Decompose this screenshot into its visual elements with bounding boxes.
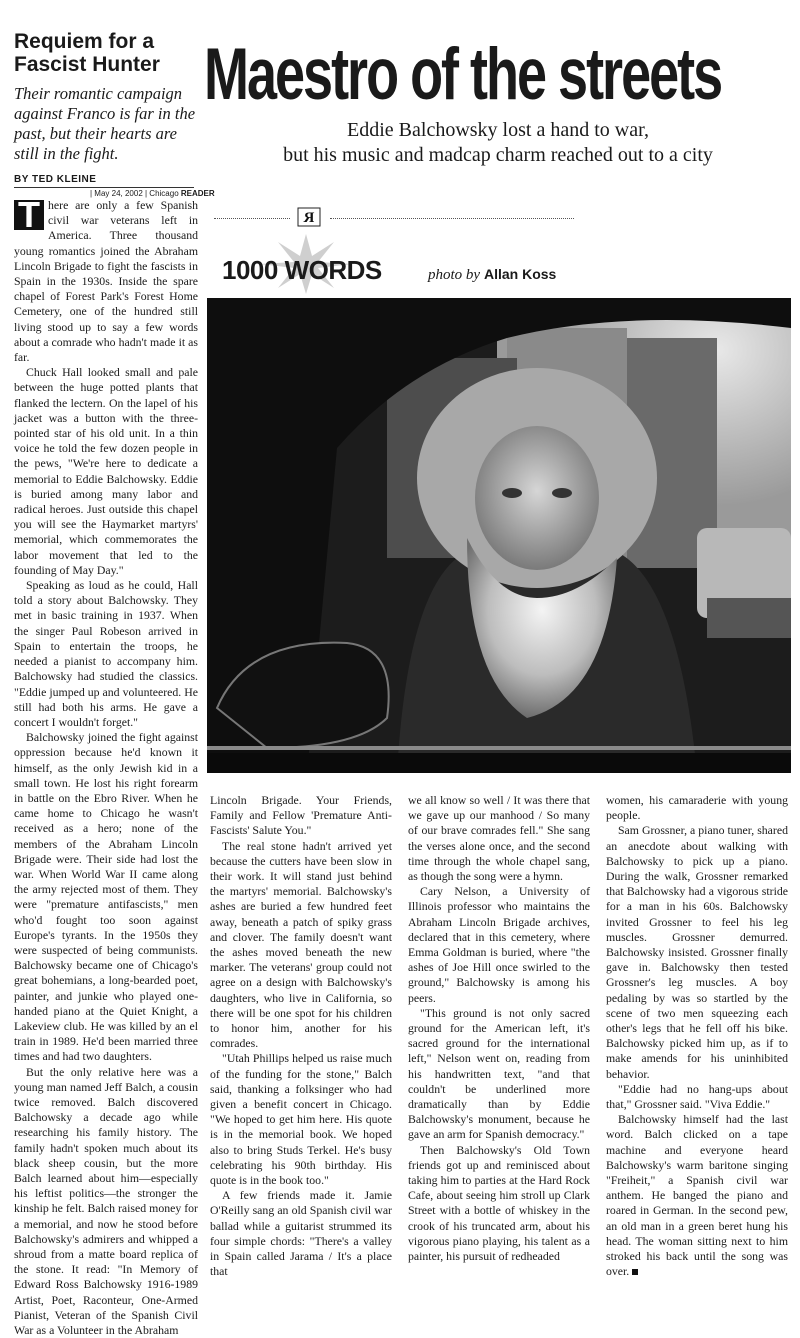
feature-headline: Maestro of the streets (204, 34, 722, 115)
paragraph: Balchowsky joined the fight against oppression because he'd known it himself, as the only Jewish kid in a small town. He lost his right forearm in battle on the Ebro River. When he came home to Chicago he wasn't received as a hero; none of the members of the Abraham Lincoln Brigade were. Their side had lost the war. When World War II came along the army rejected most of them. They were "premature antifascists," men who'd fought too soon against Europe's tyrants. In the 1950s they were suspected of being communists. Balchowsky became one of Chicago's great bohemians, a long-bearded poet, painter, and junkie who played one-handed piano at the Quiet Knight, a Lakeview club. He was killed by an el train in 1989. He'd been married three times and had two daughters. (14, 730, 198, 1064)
reader-logo (296, 207, 322, 227)
paragraph: The real stone hadn't arrived yet because the cutters have been slow in their work. It will stand just behind the martyrs' memorial. Balchowsky's ashes are buried a few hundred feet away, beneath a patch of spiky grass and clover. The family doesn't want the ashes moved beneath the new marker. The veterans' group could not agree on a design with Balchowsky's daughters, who live in California, so there will be one spot for his children to honor him, another for his comrades. (210, 838, 392, 1051)
feature-deck-line-1: Eddie Balchowsky lost a hand to war, (347, 119, 649, 141)
divider-left (214, 218, 290, 219)
feature-deck-line-2: but his music and madcap charm reached out to a city (283, 144, 713, 166)
paragraph: Cary Nelson, a University of Illinois professor who maintains the Abraham Lincoln Brigade archives, declared that in this cemetery, where Emma Goldman is buried, where "the ashes of Joe Hill once swirled to the ground," Balchowsky is among his peers. (408, 884, 590, 1005)
paragraph (606, 1112, 788, 1279)
divider-right (330, 218, 574, 219)
paragraph: A few friends made it. Jamie O'Reilly sang an old Spanish civil war ballad while a guitarist strummed its four simple chords: "There's a valley in Spain called Jarama / It's a place that (210, 1188, 392, 1279)
paragraph: "Eddie had no hang-ups about that," Grossner said. "Viva Eddie." (606, 1081, 788, 1112)
photo-by-label: photo by (428, 267, 481, 283)
section-title: 1000 WORDS (222, 255, 382, 285)
portrait-photo (207, 298, 791, 773)
paragraph: Speaking as loud as he could, Hall told a story about Balchowsky. They met in basic training in 1937. When the singer Paul Robeson arrived in Spain to entertain the troops, he needed a pianist to accompany him. Balchowsky had studied the classics. "Eddie jumped up and volunteered. He still had both his arms. He gave a concert I wouldn't forget." (14, 578, 198, 729)
paragraph: women, his camaraderie with young people. (606, 793, 788, 823)
drop-cap: T (14, 200, 44, 230)
svg-text:R: R (303, 210, 315, 226)
article-column-3 (408, 793, 590, 1264)
paragraph: Chuck Hall looked small and pale between the huge potted plants that flanked the lectern. On the lapel of his jacket was a button with the three-pointed star of his old unit. In a thin voice he told the few dozen people in the pews, "We're here to dedicate a memorial to Eddie Balchowsky. Eddie is buried among many labor and radical heroes. Just outside this chapel you will see the Haymarket martyrs' memorial, which commemorates the labor movement that led to the founding of May Day." (14, 365, 198, 577)
article-column-4 (606, 793, 788, 1280)
article-column-2 (210, 793, 392, 1280)
photo-credit (428, 266, 556, 284)
sidebar-headline: Requiem for a Fascist Hunter (14, 30, 160, 76)
feature-deck (218, 118, 778, 168)
paragraph: we all know so well / It was there that we gave up our manhood / So many of our brave comrades fell." She sang the verses alone once, and the second time through the whole chapel sang, as though the song were a hymn. (408, 793, 590, 884)
paragraph: "This ground is not only sacred ground for the American left, it's sacred ground for the international left," Nelson went on, reading from his handwritten text, "and that couldn't be underlined more dramatically than by Eddie Balchowsky's monument, because he gave an arm for Spanish democracy." (408, 1005, 590, 1142)
paragraph: But the only relative here was a young man named Jeff Balch, a cousin twice removed. Balch discovered Balchowsky a decade ago while researching his family history. The family hadn't spoken much about its black sheep cousin, but the more Balch learned about him—especially his leftist politics—the stronger the kinship he felt. Balch raised money for a memorial, and now he stood before Balchowsky's admirers and whipped a shroud from a matte board replica of the stone. It read: "In Memory of Edward Ross Balchowsky 1916-1989 Artist, Poet, Raconteur, One-Armed Pianist, Veteran of the Spanish Civil War as a Volunteer in the Abraham (14, 1064, 198, 1338)
sidebar-deck: Their romantic campaign against Franco is far in the past, but their hearts are still in the fight. (14, 84, 196, 163)
reader-r-icon (296, 207, 322, 227)
byline: BY TED KLEINE (14, 174, 97, 185)
paragraph-text: Balchowsky himself had the last word. Balch clicked on a tape machine and everyone heard Balchowsky's warm baritone singing "Freiheit," a Spanish civil war anthem. He banged the piano and roared in German. In the second pew, an old man in a green beret hung his head. The woman sitting next to him stroked his back until the song was over. (606, 1112, 788, 1279)
dateline (90, 189, 215, 198)
paragraph: Lincoln Brigade. Your Friends, Family and Fellow 'Premature Anti-Fascists' Salute You." (210, 793, 392, 838)
paragraph: "Utah Phillips helped us raise much of the funding for the stone," Balch said, thanking a folksinger who had given a benefit concert in Chicago. "We hoped to get him here. His quote is in the memorial book. We hoped also to bring Studs Terkel. He's busy celebrating his 90th birthday. His quote is in the book too." (210, 1051, 392, 1188)
article-column-1 (14, 194, 198, 1338)
paragraph-text: here are only a few Spanish civil war veterans left in America. Three thousand young romantics joined the Abraham Lincoln Brigade to fight the fascists in Spain in the 1930s. Inside the spare chapel of Forest Park's Forest Home Cemetery, one of the hundred still living stood up to say a few words about a comrade who hadn't made it as far. (14, 198, 198, 365)
end-mark-icon (632, 1269, 638, 1275)
byline-rule (14, 187, 194, 188)
feature-photo (207, 298, 791, 773)
paragraph: Sam Grossner, a piano tuner, shared an anecdote about walking with Balchowsky to pick up a piano. During the walk, Grossner remarked that Balchowsky had a vigorous stride for a man in his 60s. Balchowsky invited Grossner to feel his leg muscles. Grossner demurred. Balchowsky insisted. Grossner finally gave in. Balchowsky then tested Grossner's leg muscles. A boy pedaling by was so startled by the scene of two men squeezing each other's legs that he fell off his bike. Balchowsky picked him up, as if to make amends for his uninhibited behavior. (606, 823, 788, 1081)
paragraph (14, 194, 198, 365)
publication-name: READER (180, 189, 215, 198)
dateline-text: | May 24, 2002 | Chicago (90, 189, 179, 198)
photographer-name: Allan Koss (483, 266, 557, 282)
paragraph: Then Balchowsky's Old Town friends got up and reminisced about taking him to parties at the Hard Rock Cafe, about seeing him stroll up Clark Street with a bottle of whiskey in the crook of his truncated arm, about his vigorous piano playing, his talent as a painter, his pursuit of redheaded (408, 1142, 590, 1264)
